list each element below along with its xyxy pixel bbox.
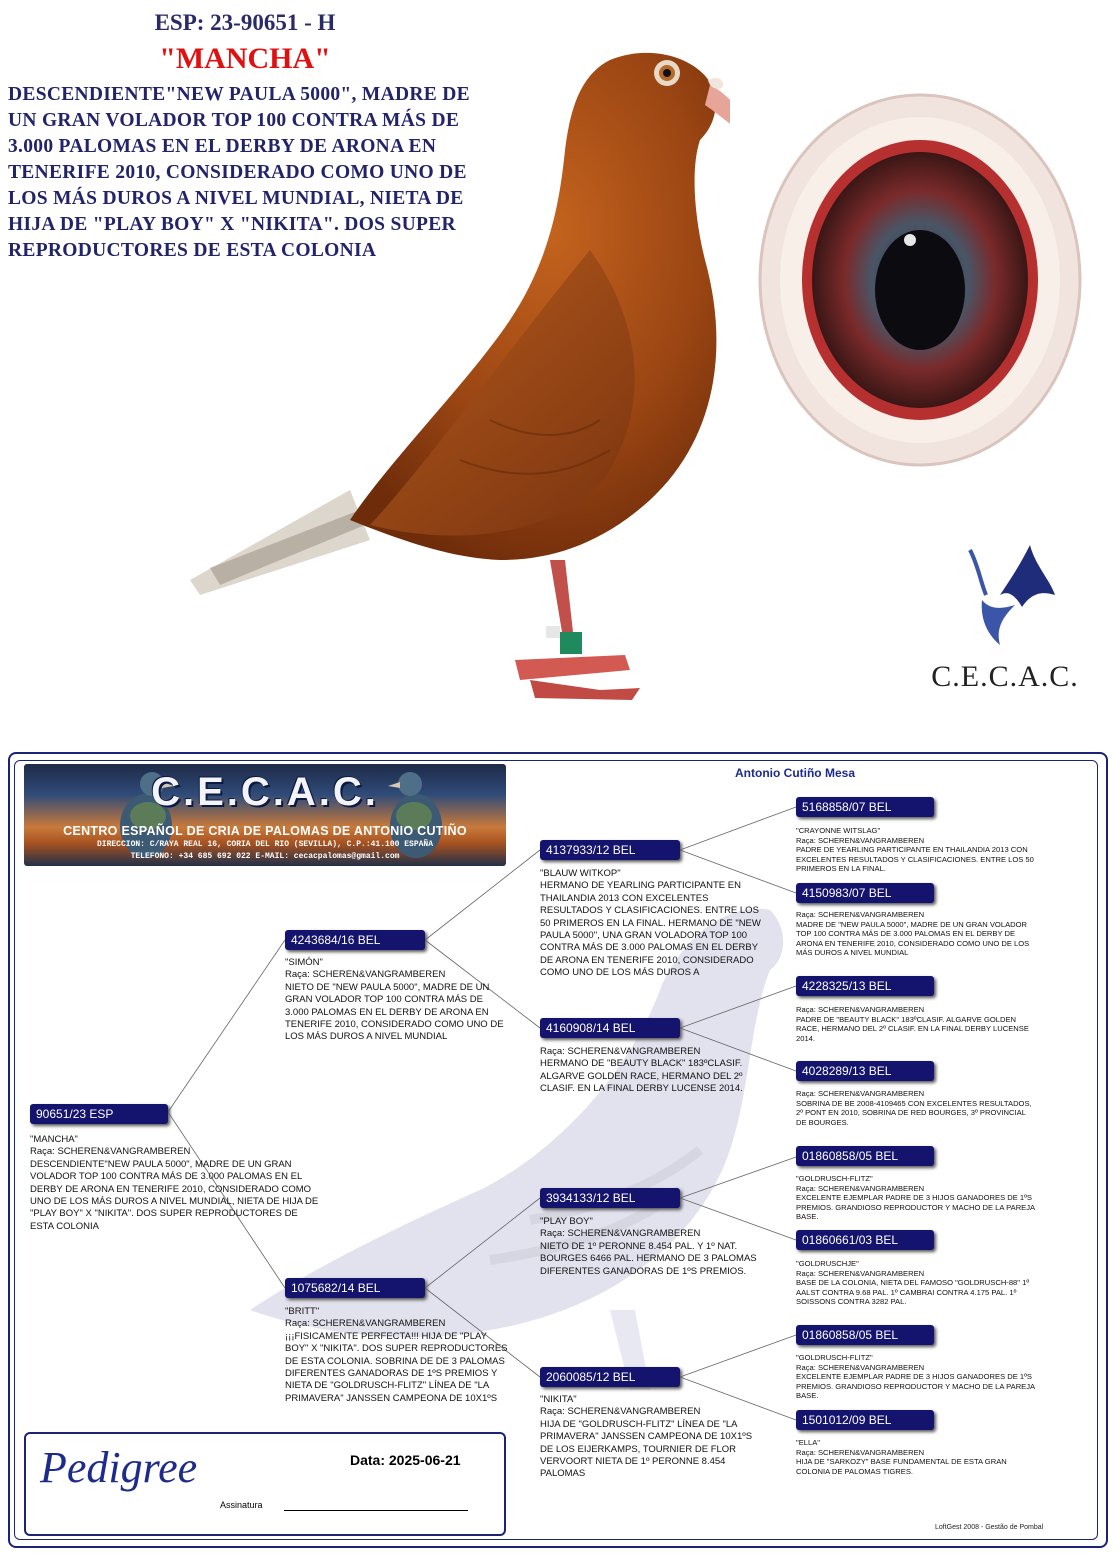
sd-ring-box: 4160908/14 BEL [540,1018,680,1038]
ss-notes: "BLAUW WITKOP" HERMANO DE YEARLING PARTICIPANTE EN THAILANDIA 2013 CON EXCELENTES RESULTADOS Y CLASIFICACIONES. ENTRE LOS 50 PRIMEROS EN LA FINAL. HERMANO DE "NEW PAULA 5000", UNA GRAN VOLADORA TOP 100 CONTRA MÁS DE 3.000 PALOMAS EN EL DERBY DE ARONA EN TENERIFE 2010, CONSIDERADO COMO UNO DE LOS MÁS DUROS A [540,868,761,979]
sire-notes: "SIMÓN" Raça: SCHEREN&VANGRAMBEREN NIETO DE "NEW PAULA 5000", MADRE DE UN GRAN VOLADOR TOP 100 CONTRA MÁS DE 3.000 PALOMAS EN EL DERBY DE ARONA EN TENERIFE 2010, CONSIDERADO COMO UNO DE LOS MÁS DUROS A NIVEL MUNDIAL [285,957,504,1043]
sss-ring-box: 5168858/07 BEL [796,797,934,817]
sds-notes: Raça: SCHEREN&VANGRAMBEREN PADRE DE "BEAUTY BLACK" 183ºCLASIF. ALGARVE GOLDEN RACE, HERMANO DEL 2º CLASIF. EN LA FINAL DERBY LUCENSE 2014. [796,1005,1029,1043]
sdd-ring-box: 4028289/13 BEL [796,1061,934,1081]
dss-notes: "GOLDRUSCH-FLITZ" Raça: SCHEREN&VANGRAMBEREN EXCELENTE EJEMPLAR PADRE DE 3 HIJOS GANADORES DE 1ºS PREMIOS. GRANDIOSO REPRODUCTOR Y MACHO DE LA PAREJA BASE. [796,1174,1035,1222]
pedigree-date: Data: 2025-06-21 [350,1452,461,1468]
sdd-notes: Raça: SCHEREN&VANGRAMBEREN SOBRINA DE BE 2008-4109465 CON EXCELENTES RESULTADOS, 2º PONT EN 2010, SOBRINA DE RED BOURGES, 3º PROVINCIAL DE BOURGES. [796,1089,1032,1127]
software-footer: LoftGest 2008 - Gestão de Pombal [935,1524,1044,1531]
ds-ring-box: 3934133/12 BEL [540,1188,680,1208]
ssd-ring-box: 4150983/07 BEL [796,883,934,903]
sd-notes: Raça: SCHEREN&VANGRAMBEREN HERMANO DE "BEAUTY BLACK" 183ºCLASIF. ALGARVE GOLDEN RACE, HERMANO DEL 2º CLASIF. EN LA FINAL DERBY LUCENSE 2014. [540,1046,743,1095]
banner-title: C.E.C.A.C. [151,770,379,814]
dsd-ring-box: 01860661/03 BEL [796,1230,934,1250]
banner-subtitle: CENTRO ESPAÑOL DE CRIA DE PALOMAS DE ANTONIO CUTIÑO [63,824,467,838]
dds-ring-box: 01860858/05 BEL [796,1325,934,1345]
signature-label: Assinatura [220,1500,263,1510]
subject-ring-box: 90651/23 ESP [30,1104,168,1124]
pigeon-eye-photo [755,90,1085,470]
dam-notes: "BRITT" Raça: SCHEREN&VANGRAMBEREN ¡¡¡FISICAMENTE PERFECTA!!! HIJA DE "PLAY BOY" X "NIKITA". DOS SUPER REPRODUCTORES DE ESTA COLONIA. SOBRINA DE DE 3 PALOMAS DIFERENTES GANADORAS DE 1ºS PREMIOS Y NIETA DE "GOLDRUSCH-FLITZ" LÍNEA DE "LA PRIMAVERA" JANSSEN CAMPEONA DE 10X1ºS [285,1306,508,1404]
owner-name: Antonio Cutiño Mesa [735,766,855,780]
banner-address: DIRECCION: C/RAYA REAL 16, CORIA DEL RIO (SEVILLA), C.P.:41.100 ESPAÑA [96,840,434,849]
dd-ring-box: 2060085/12 BEL [540,1367,680,1387]
signature-line [284,1510,468,1511]
sds-ring-box: 4228325/13 BEL [796,976,934,996]
banner-contact: TELEFONO: +34 685 692 022 E-MAIL: cecacpalomas@gmail.com [130,852,400,861]
ds-notes: "PLAY BOY" Raça: SCHEREN&VANGRAMBEREN NIETO DE 1º PERONNE 8.454 PAL. Y 1º NAT. BOURGES 6466 PAL. HERMANO DE 3 PALOMAS DIFERENTES GANADORAS DE 1ºS PREMIOS. [540,1216,757,1277]
ss-ring-box: 4137933/12 BEL [540,840,680,860]
dds-notes: "GOLDRUSCH-FLITZ" Raça: SCHEREN&VANGRAMBEREN EXCELENTE EJEMPLAR PADRE DE 3 HIJOS GANADORES DE 1ºS PREMIOS. GRANDIOSO REPRODUCTOR Y MACHO DE LA PAREJA BASE. [796,1353,1035,1401]
dam-ring-box: 1075682/14 BEL [285,1278,425,1298]
ring-number-heading: ESP: 23-90651 - H [154,10,336,35]
dd-notes: "NIKITA" Raça: SCHEREN&VANGRAMBEREN HIJA DE "GOLDRUSCH-FLITZ" LÍNEA DE "LA PRIMAVERA" JANSSEN CAMPEONA DE 10X1ºS DE LOS EIJERKAMPS, TOURNIER DE FLOR VERVOORT NIETA DE 1º PERONNE 8.454 PALOMAS [540,1394,753,1480]
dss-ring-box: 01860858/05 BEL [796,1146,934,1166]
dsd-notes: "GOLDRUSCHJE" Raça: SCHEREN&VANGRAMBEREN BASE DE LA COLONIA, NIETA DEL FAMOSO "GOLDRUSCH-88" 1º AALST CONTRA 9.68 PAL. 1º CAMBRAI CONTRA 4.175 PAL. 1º SOISSONS CONTRA 3282 PAL. [796,1259,1030,1307]
pedigree-wordmark: Pedigree [40,1443,198,1492]
cecac-logo-text: C.E.C.A.C. [931,660,1079,693]
subject-notes: "MANCHA" Raça: SCHEREN&VANGRAMBEREN DESCENDIENTE"NEW PAULA 5000", MADRE DE UN GRAN VOLADOR TOP 100 CONTRA MÁS DE 3.000 PALOMAS EN EL DERBY DE ARONA EN TENERIFE 2010, CONSIDERADO COMO UNO DE LOS MÁS DUROS A NIVEL MUNDIAL, NIETA DE HIJA DE "PLAY BOY" X "NIKITA". DOS SUPER REPRODUCTORES DE ESTA COLONIA [30,1134,319,1232]
cecac-bird-logo-icon [960,535,1060,655]
sss-notes: "CRAYONNE WITSLAG" Raça: SCHEREN&VANGRAMBEREN PADRE DE YEARLING PARTICIPANTE EN THAILANDIA 2013 CON EXCELENTES RESULTADOS Y CLASIFICACIONES. ENTRE LOS 50 PRIMEROS EN LA FINAL. [796,826,1034,874]
ddd-notes: "ELLA" Raça: SCHEREN&VANGRAMBEREN HIJA DE "SARKOZY" BASE FUNDAMENTAL DE ESTA GRAN COLONIA DE PALOMAS TIGRES. [796,1438,1007,1476]
ddd-ring-box: 1501012/09 BEL [796,1410,934,1430]
pigeon-photo [170,20,730,710]
ssd-notes: Raça: SCHEREN&VANGRAMBEREN MADRE DE "NEW PAULA 5000", MADRE DE UN GRAN VOLADOR TOP 100 CONTRA MÁS DE 3.000 PALOMAS EN EL DERBY DE ARONA EN TENERIFE 2010, CONSIDERADO COMO UNO DE LOS MÁS DUROS A NIVEL MUNDIAL [796,910,1030,958]
pigeon-name-heading: "MANCHA" [159,42,331,75]
pigeon-description: DESCENDIENTE"NEW PAULA 5000", MADRE DE UN GRAN VOLADOR TOP 100 CONTRA MÁS DE 3.000 PALOMAS EN EL DERBY DE ARONA EN TENERIFE 2010, CONSIDERADO COMO UNO DE LOS MÁS DUROS A NIVEL MUNDIAL, NIETA DE HIJA DE "PLAY BOY" X "NIKITA". DOS SUPER REPRODUCTORES DE ESTA COLONIA [8,84,470,261]
sire-ring-box: 4243684/16 BEL [285,930,425,950]
cecac-banner [24,764,506,866]
